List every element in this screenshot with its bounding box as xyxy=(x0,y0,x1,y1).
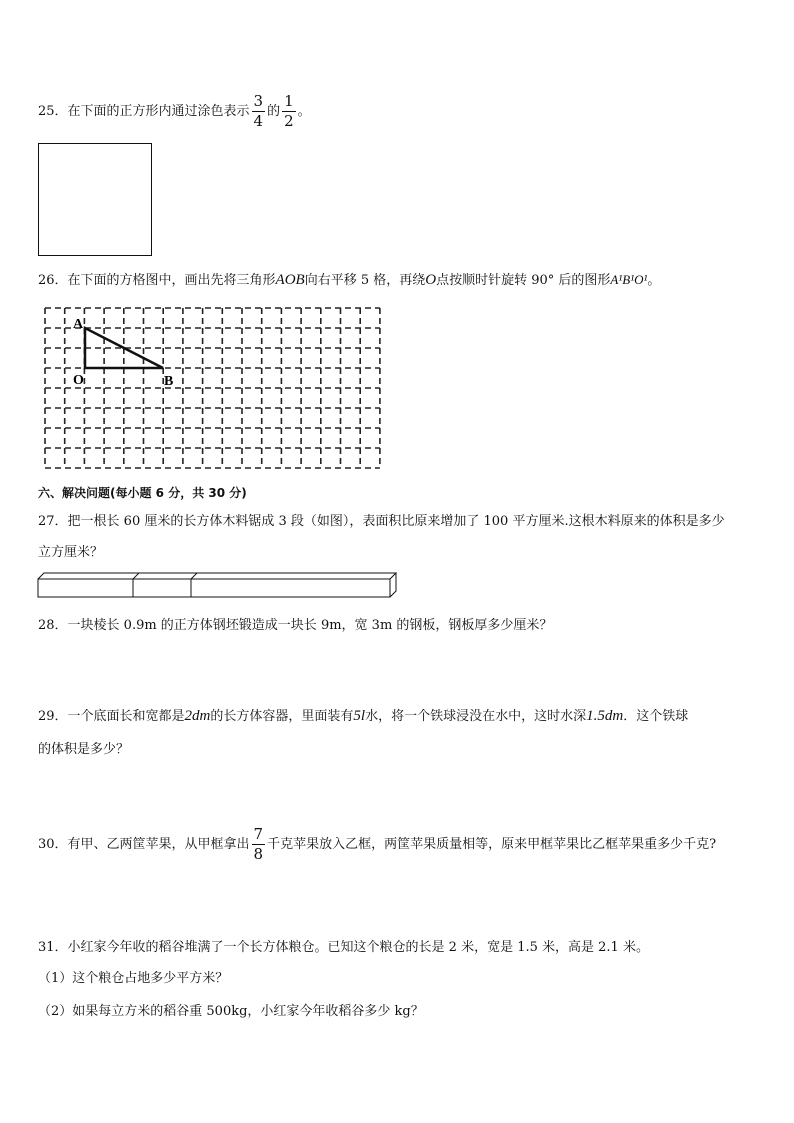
fraction-one-half xyxy=(282,94,296,129)
label-o: O xyxy=(73,373,84,388)
fraction-numerator: 3 xyxy=(253,92,264,110)
fraction-seven-eighths xyxy=(252,827,266,862)
section-heading: 六、解决问题(每小题 6 分，共 30 分) xyxy=(38,486,247,500)
fraction-denominator: 2 xyxy=(284,112,294,130)
q30-suffix: 千克苹果放入乙框，两筐苹果质量相等，原来甲框苹果比乙框苹果重多少千克? xyxy=(267,837,717,852)
wood-bar-diagram xyxy=(36,572,406,602)
q27-line1: 27．把一根长 60 厘米的长方体木料锯成 3 段（如图），表面积比原来增加了 100 平方厘米.这根木料原来的体积是多少 xyxy=(38,514,725,529)
fraction-numerator: 1 xyxy=(284,92,294,110)
q26-prefix: 26．在下面的方格图中，画出先将三角形 xyxy=(38,273,276,288)
q25-mid: 的 xyxy=(267,104,281,119)
question-31: 31．小红家今年收的稻谷堆满了一个长方体粮仓。已知这个粮仓的长是 2 米，宽是 1.5 米，高是 2.1 米。 xyxy=(38,940,649,955)
bar-cut-1-top xyxy=(133,573,139,579)
question-29-line1 xyxy=(38,706,688,727)
q30-prefix: 30．有甲、乙两筐苹果，从甲框拿出 xyxy=(38,837,250,852)
q29-value-depth: 1.5dm xyxy=(586,708,624,724)
grid-diagram xyxy=(40,305,385,470)
q31-sub1: （1）这个粮仓占地多少平方米？ xyxy=(38,971,229,986)
result-figure-name: A¹B¹O¹ xyxy=(610,272,648,287)
q29-part4: ．这个铁球 xyxy=(623,709,689,724)
q26-mid1: 向右平移 5 格，再绕 xyxy=(304,273,426,288)
blank-square xyxy=(38,143,152,256)
fraction-three-quarters xyxy=(252,94,266,129)
bar-front-face xyxy=(38,579,390,597)
fraction-denominator: 4 xyxy=(253,112,264,130)
fraction-numerator: 7 xyxy=(253,825,264,843)
question-26 xyxy=(38,270,660,291)
q31-sub2: （2）如果每立方米的稻谷重 500kg，小红家今年收稻谷多少 kg？ xyxy=(38,1004,424,1019)
label-a: A xyxy=(73,317,84,332)
bar-top-face xyxy=(38,573,396,579)
question-30 xyxy=(38,824,716,866)
bar-cut-2-top xyxy=(191,573,197,579)
q29-value-2dm: 2dm xyxy=(184,708,211,724)
triangle-name-aob: AOB xyxy=(275,272,305,288)
fraction-denominator: 8 xyxy=(253,845,264,863)
point-o-name: O xyxy=(425,272,437,288)
q26-suffix: 。 xyxy=(647,273,661,288)
q25-prefix: 25．在下面的正方形内通过涂色表示 xyxy=(38,104,250,119)
q29-line2: 的体积是多少？ xyxy=(38,742,130,757)
question-28: 28．一块棱长 0.9m 的正方体钢坯锻造成一块长 9m，宽 3m 的钢板，钢板厚多少厘米？ xyxy=(38,618,553,633)
q29-part3: 水，将一个铁球浸没在水中，这时水深 xyxy=(365,709,587,724)
question-25 xyxy=(38,92,311,132)
label-b: B xyxy=(164,374,174,389)
q29-part1: 29．一个底面长和宽都是 xyxy=(38,709,185,724)
q26-mid2: 点按顺时针旋转 90° 后的图形 xyxy=(436,273,611,288)
q25-suffix: 。 xyxy=(297,104,311,119)
q27-line2: 立方厘米？ xyxy=(38,545,104,560)
q29-part2: 的长方体容器，里面装有 xyxy=(210,709,354,724)
q29-value-5l: 5l xyxy=(353,708,366,724)
